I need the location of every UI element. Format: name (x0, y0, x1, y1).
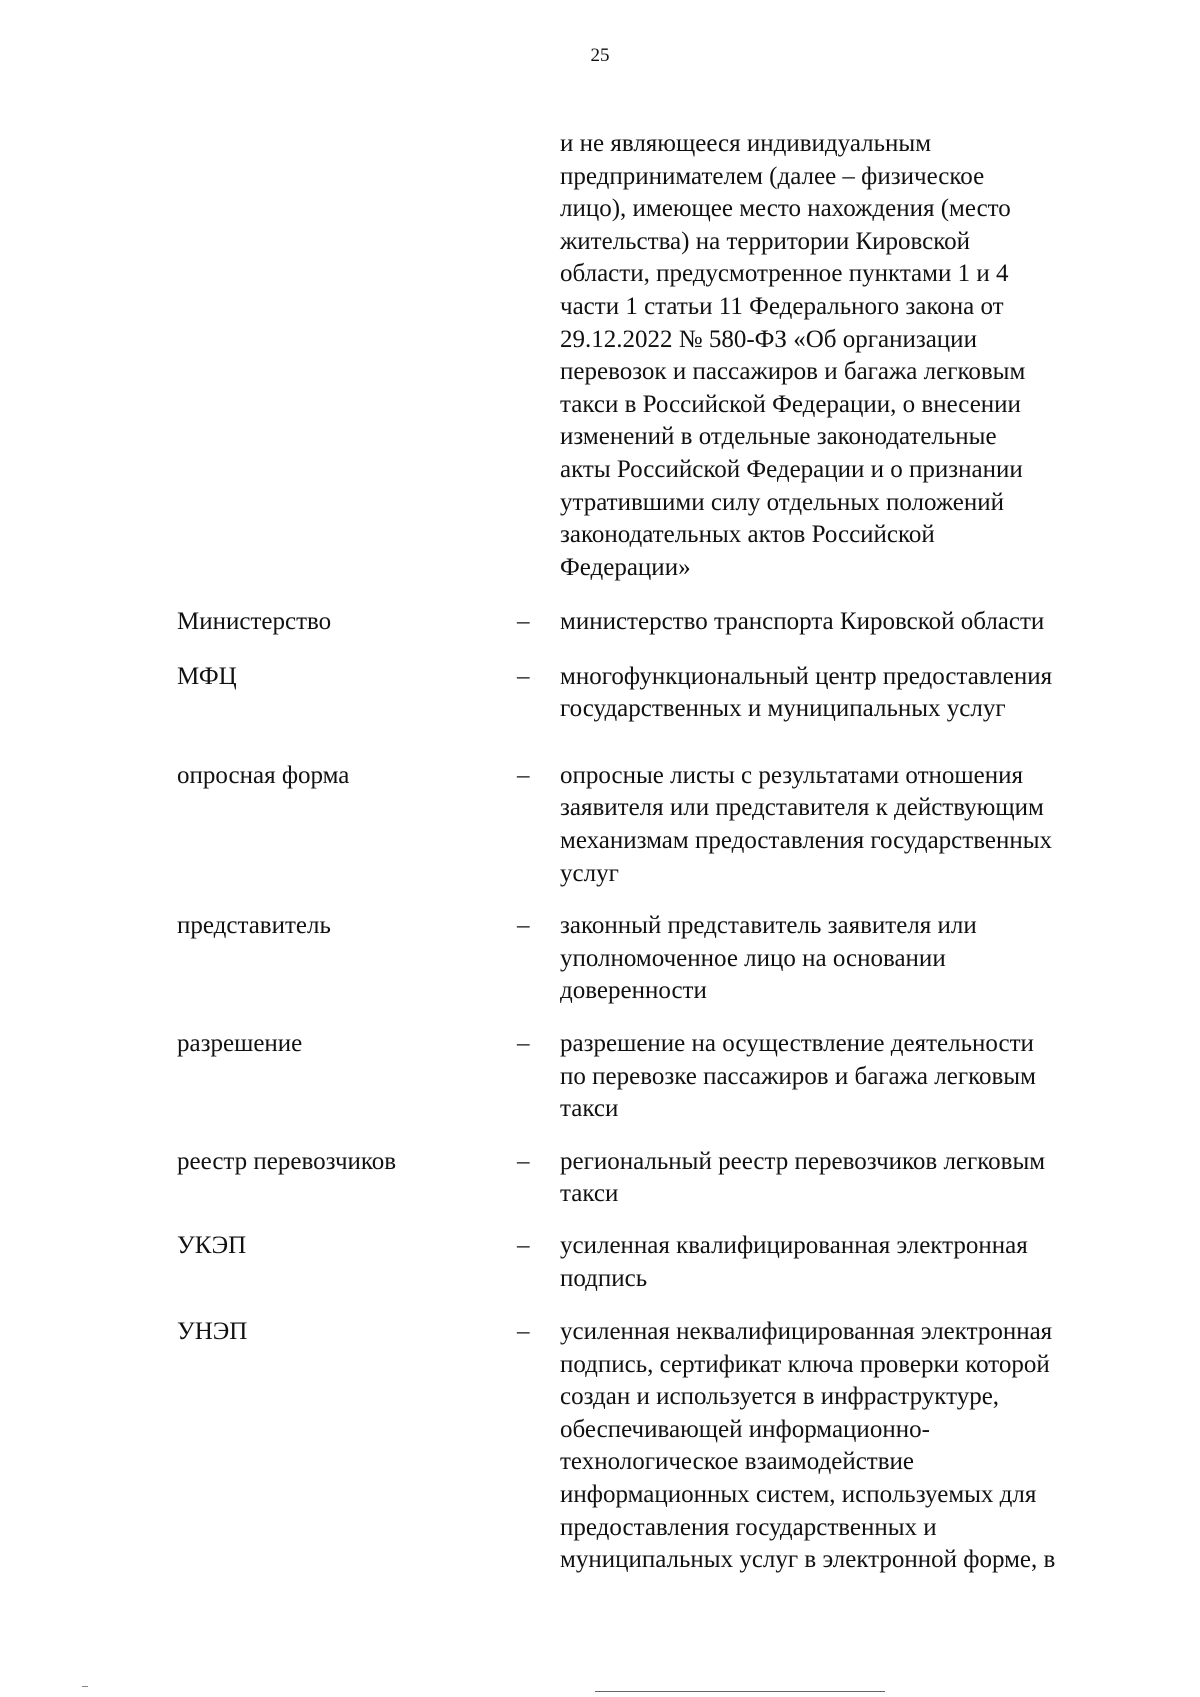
definition-dash: – (517, 608, 530, 635)
definition-text (560, 910, 1140, 1008)
definition-term: представитель (177, 912, 331, 940)
text-line: муниципальных услуг в электронной форме, в (560, 1546, 1056, 1574)
text-line: доверенности (560, 977, 707, 1005)
text-line: создан и используется в инфраструктуре, (560, 1383, 1000, 1411)
definition-dash: – (517, 1147, 530, 1175)
text-line: уполномоченное лицо на основании (560, 944, 946, 972)
definition-row-carrier-registry (0, 1146, 1200, 1211)
definition-term: разрешение (177, 1029, 303, 1057)
text-line: министерство транспорта Кировской области (560, 608, 1045, 635)
text-line: жительства) на территории Кировской (560, 227, 971, 255)
text-line: законодательных актов Российской (560, 521, 935, 549)
text-line: информационных систем, используемых для (560, 1481, 1037, 1509)
footer-rule (595, 1691, 885, 1692)
text-line: области, предусмотренное пунктами 1 и 4 (560, 260, 1009, 288)
text-line: услуг (560, 859, 619, 887)
text-line: предпринимателем (далее – физическое (560, 162, 985, 190)
definition-row-ukep (0, 1230, 1200, 1295)
text-line: технологическое взаимодействие (560, 1448, 915, 1476)
definition-text (560, 760, 1140, 890)
text-line: изменений в отдельные законодательные (560, 423, 997, 451)
text-line: утратившими силу отдельных положений (560, 488, 1005, 516)
definition-text (560, 1316, 1140, 1577)
definition-text (560, 1146, 1140, 1211)
text-line: 29.12.2022 № 580-ФЗ «Об организации (560, 325, 977, 353)
text-line: региональный реестр перевозчиков легковым (560, 1147, 1046, 1175)
text-line: усиленная квалифицированная электронная (560, 1231, 1028, 1259)
text-line: Федерации» (560, 553, 691, 581)
definition-term: УНЭП (177, 1318, 248, 1346)
text-line: по перевозке пассажиров и багажа легковым (560, 1062, 1036, 1090)
text-line: такси в Российской Федерации, о внесении (560, 390, 1021, 418)
definition-term: реестр перевозчиков (177, 1147, 397, 1175)
definition-row-mfc (0, 661, 1200, 726)
definition-row-unep (0, 1316, 1200, 1577)
definition-text (560, 606, 1140, 639)
text-line: подпись, сертификат ключа проверки которой (560, 1350, 1050, 1378)
definition-dash: – (517, 1231, 530, 1259)
definition-dash: – (517, 1029, 530, 1057)
text-line: и не являющееся индивидуальным (560, 130, 932, 157)
definition-row-survey-form (0, 760, 1200, 890)
definition-dash: – (517, 1318, 530, 1346)
definition-term: МФЦ (177, 662, 237, 690)
text-line: механизмам предоставления государственных (560, 826, 1053, 854)
definition-row-representative (0, 910, 1200, 1008)
text-line: разрешение на осуществление деятельности (560, 1029, 1034, 1057)
definition-text (560, 1230, 1140, 1295)
definition-dash: – (517, 662, 530, 690)
continuation-paragraph (560, 128, 1140, 584)
text-line: многофункциональный центр предоставления (560, 662, 1053, 690)
definition-dash: – (517, 912, 530, 940)
definition-row-permit (0, 1028, 1200, 1126)
definition-term: УКЭП (177, 1231, 247, 1259)
text-line: лицо), имеющее место нахождения (место (560, 195, 1011, 223)
text-line: законный представитель заявителя или (560, 912, 977, 940)
definition-text (560, 661, 1140, 726)
scan-mark (82, 1686, 88, 1687)
definition-term: Министерство (177, 608, 332, 635)
definition-text (560, 1028, 1140, 1126)
text-line: части 1 статьи 11 Федерального закона от (560, 292, 1004, 320)
definition-term: опросная форма (177, 761, 350, 789)
definition-dash: – (517, 761, 530, 789)
text-line: усиленная неквалифицированная электронная (560, 1318, 1053, 1346)
text-line: обеспечивающей информационно- (560, 1415, 930, 1443)
text-line: такси (560, 1180, 619, 1208)
text-line: опросные листы с результатами отношения (560, 761, 1024, 789)
text-line: акты Российской Федерации и о признании (560, 455, 1023, 483)
page-number: 25 (590, 45, 610, 66)
text-line: заявителя или представителя к действующим (560, 794, 1044, 822)
text-line: подпись (560, 1264, 648, 1292)
text-line: предоставления государственных и (560, 1513, 937, 1541)
text-line: государственных и муниципальных услуг (560, 695, 1006, 723)
text-line: перевозок и пассажиров и багажа легковым (560, 358, 1026, 386)
text-line: такси (560, 1095, 619, 1123)
definitions-list (0, 606, 1200, 1577)
definition-row-ministry (0, 606, 1200, 639)
